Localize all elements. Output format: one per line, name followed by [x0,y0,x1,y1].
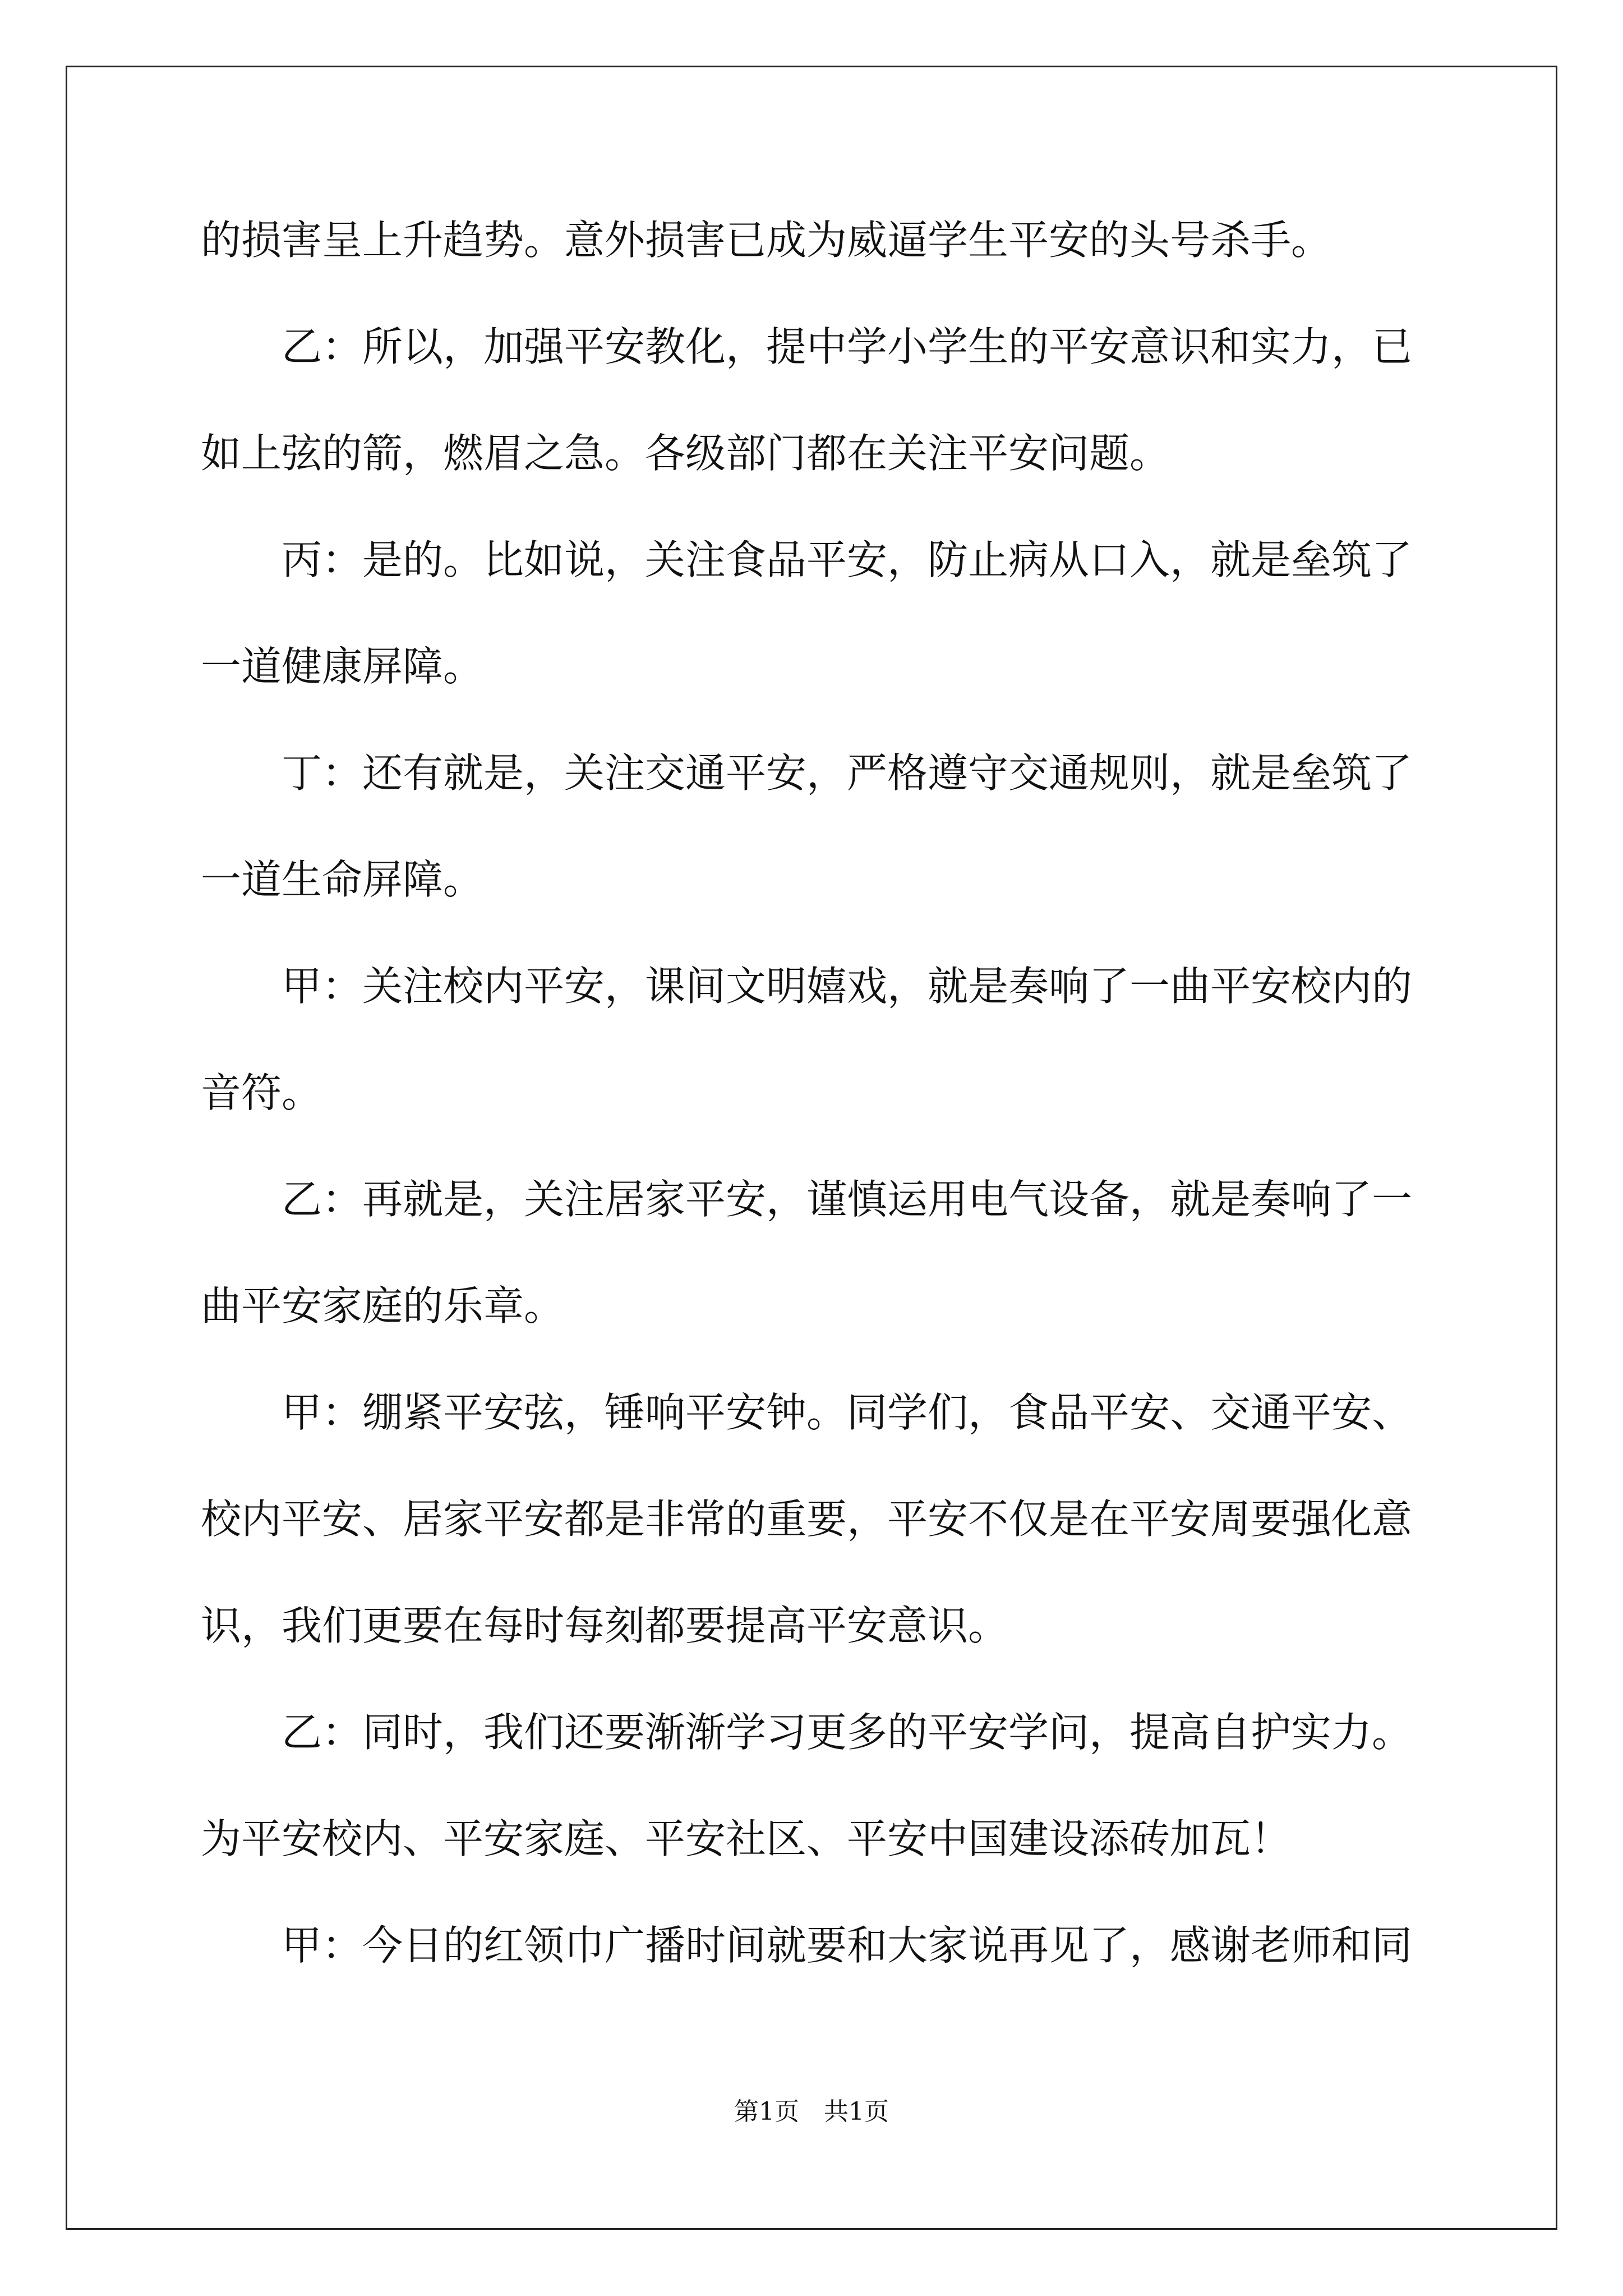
text-line: 丙：是的。比如说，关注食品平安，防止病从口入，就是垒筑了 [282,536,1413,583]
page-border [66,66,1557,2230]
text-line: 乙：再就是，关注居家平安，谨慎运用电气设备，就是奏响了一 [282,1176,1413,1223]
text-line: 校内平安、居家平安都是非常的重要，平安不仅是在平安周要强化意 [201,1496,1413,1543]
text-line: 甲：绷紧平安弦，锤响平安钟。同学们，食品平安、交通平安、 [282,1389,1413,1436]
text-line: 甲：今日的红领巾广播时间就要和大家说再见了，感谢老师和同 [282,1922,1413,1969]
page-footer: 第1页 共1页 [734,2097,889,2126]
text-line: 如上弦的箭，燃眉之急。各级部门都在关注平安问题。 [201,430,1170,477]
text-line: 丁：还有就是，关注交通平安，严格遵守交通规则，就是垒筑了 [282,749,1413,797]
text-line: 识，我们更要在每时每刻都要提高平安意识。 [201,1602,1009,1649]
text-line: 一道生命屏障。 [201,856,484,903]
text-line: 音符。 [201,1069,322,1116]
text-line: 甲：关注校内平安，课间文明嬉戏，就是奏响了一曲平安校内的 [282,963,1413,1010]
text-line: 一道健康屏障。 [201,643,484,690]
text-line: 乙：同时，我们还要渐渐学习更多的平安学问，提高自护实力。 [282,1709,1413,1756]
text-line: 曲平安家庭的乐章。 [201,1282,565,1329]
text-line: 的损害呈上升趋势。意外损害已成为威逼学生平安的头号杀手。 [201,217,1332,264]
text-line: 为平安校内、平安家庭、平安社区、平安中国建设添砖加瓦！ [201,1815,1292,1862]
text-line: 乙：所以，加强平安教化，提中学小学生的平安意识和实力，已 [282,323,1413,370]
